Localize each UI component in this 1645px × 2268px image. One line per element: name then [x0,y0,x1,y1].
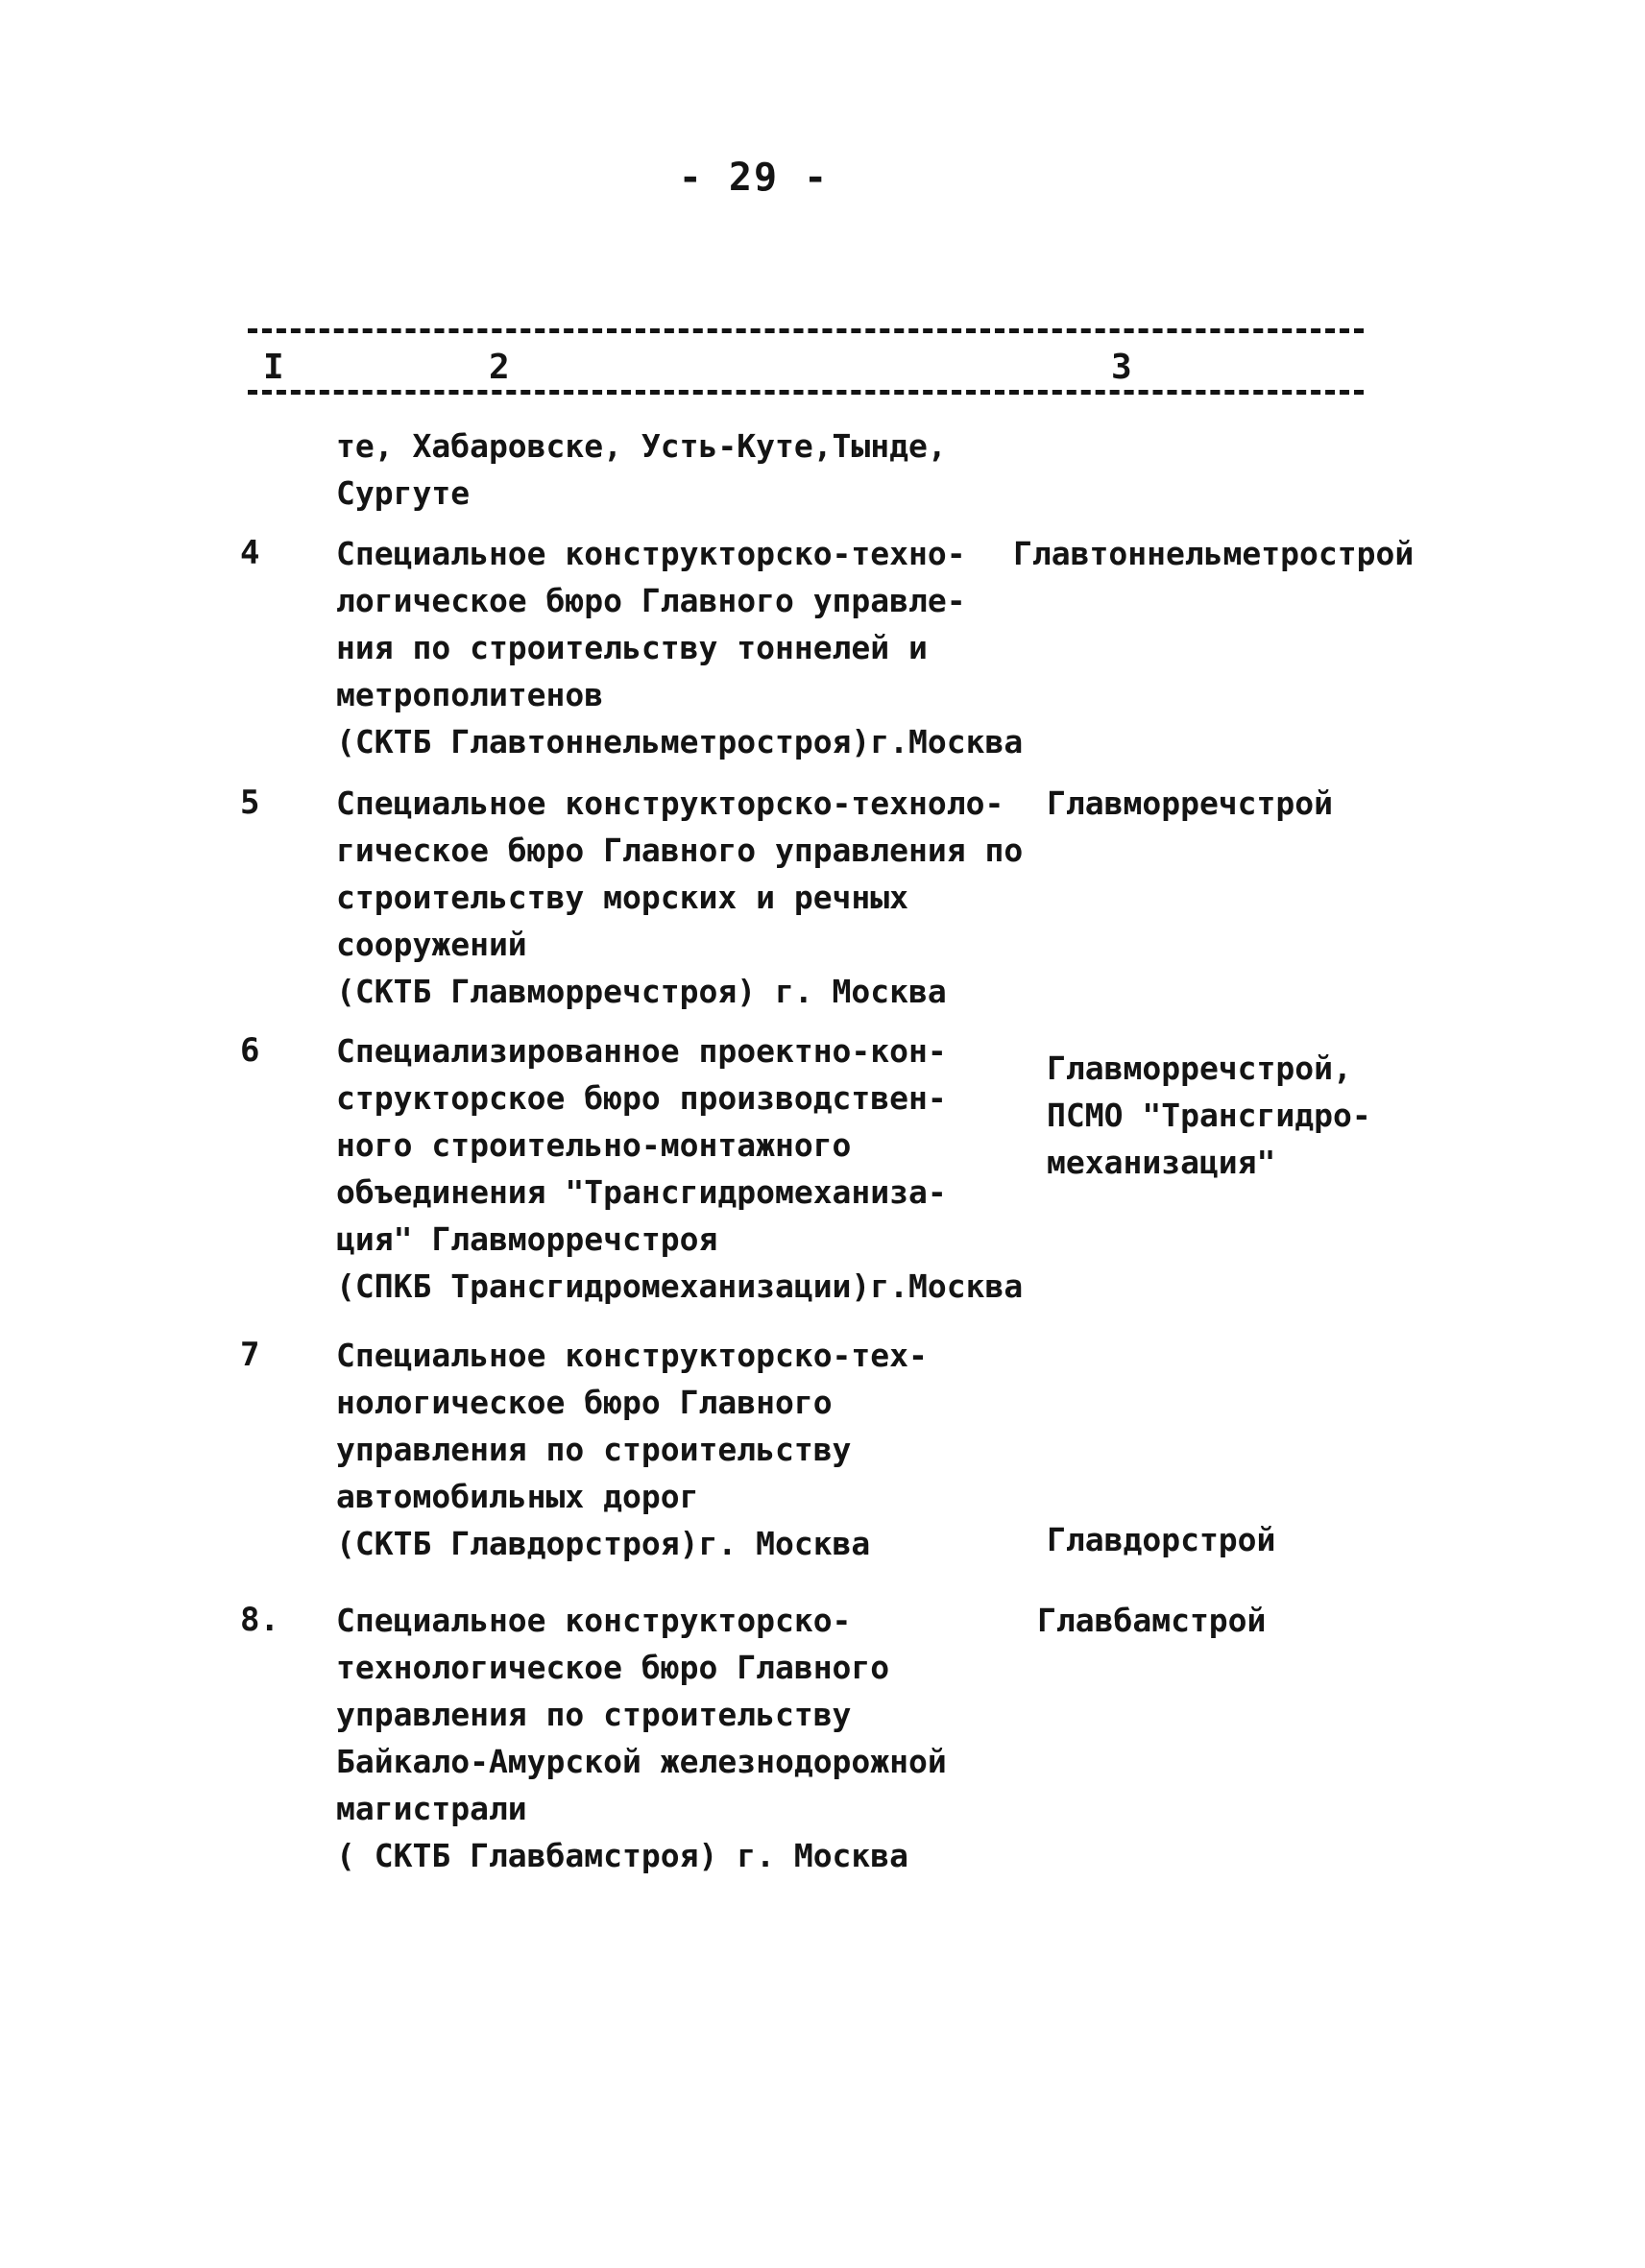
entry-7-organization: Главдорстрой [1047,1521,1276,1558]
entry-4-organization: Главтоннельметрострой [1013,535,1415,572]
entry-5-text: Специальное конструкторско-техноло- гическое бюро Главного управления по строительству морских и речных сооружений (СКТБ Главморречстроя) г. Москва [336,784,1024,1010]
entry-8-number: 8. [240,1601,279,1639]
entry-7-text: Специальное конструкторско-тех- нологическое бюро Главного управления по строительству автомобильных дорог (СКТБ Главдорстроя)г. Москва [336,1337,928,1562]
entry-7-number: 7 [240,1336,260,1374]
page-number: - 29 - [678,156,830,200]
column-header-3: 3 [1107,348,1136,387]
entry-8-organization: Главбамстрой [1037,1602,1267,1639]
entry-5-organization: Главморречстрой [1047,784,1334,822]
table-header-rule [248,390,1364,395]
entry-4-text: Специальное конструкторско-техно- логическое бюро Главного управле- ния по строительству тоннелей и метрополитенов (СКТБ Главтоннельметростроя)г.Москва [336,535,1024,760]
entry-5-number: 5 [240,784,260,822]
column-header-1: I [259,348,288,387]
table-top-rule [248,328,1364,333]
entry-4-number: 4 [240,534,260,572]
entry-6-number: 6 [240,1031,260,1070]
entry-8-text: Специальное конструкторско- технологическое бюро Главного управления по строительству Байкало-Амурской железнодорожной магистрали ( СКТБ Главбамстроя) г. Москва [336,1602,947,1874]
entry-6-text: Специализированное проектно-кон- структорское бюро производствен- ного строительно-монтажного объединения "Трансгидромеханиза- ция" Главморречстроя (СПКБ Трансгидромеханизации)г.Москва [336,1032,1024,1305]
entry-6-organization: Главморречстрой, ПСМО "Трансгидро- механизация" [1047,1050,1371,1181]
continuation-text: те, Хабаровске, Усть-Куте,Тынде, Сургуте [336,427,947,512]
column-header-2: 2 [485,348,514,387]
